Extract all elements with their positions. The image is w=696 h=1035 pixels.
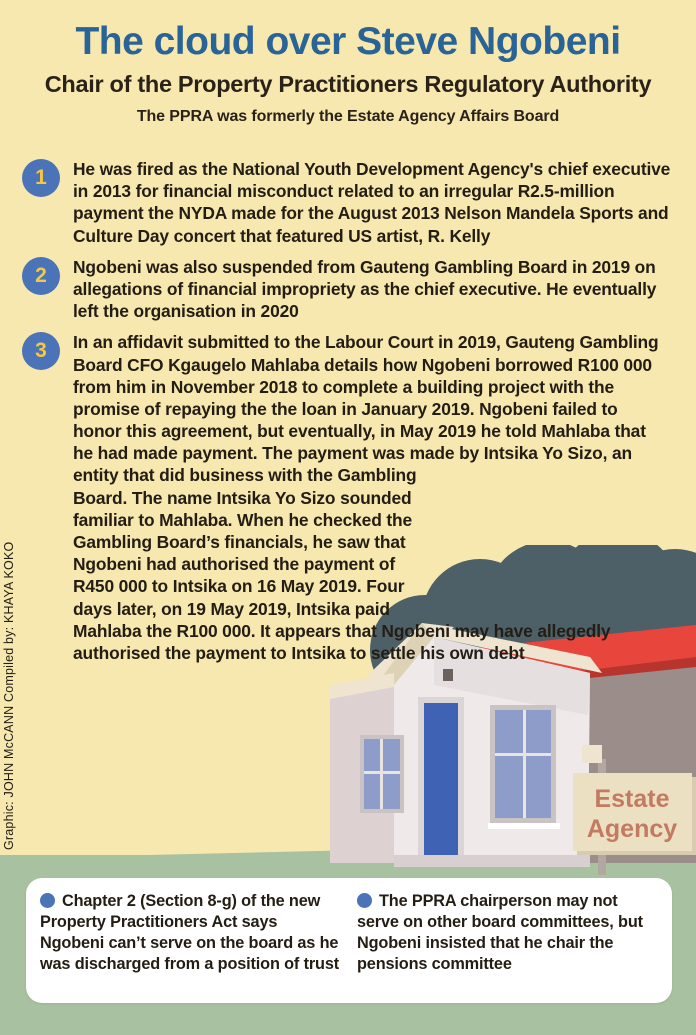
right-window (488, 705, 560, 829)
graphic-credit: Graphic: JOHN McCANN Compiled by: KHAYA KOKO (2, 541, 16, 850)
footer-right-text: The PPRA chairperson may not serve on other board committees, but Ngobeni insisted that he chair the pensions committee (357, 892, 643, 974)
page-note: The PPRA was formerly the Estate Agency Affairs Board (136, 107, 560, 125)
footer-left-text: Chapter 2 (Section 8-g) of the new Property Practitioners Act says Ngobeni can’t serve on the board as he was discharged from a position of trust (40, 892, 340, 974)
bullet-dot-icon (40, 893, 55, 908)
point-text-1: He was fired as the National Youth Development Agency's chief executive in 2013 for financial misconduct related to an irregular R2.5-million payment the NYDA made for the August 2013 Nelson Mandela Sports and Culture Day concert that featured US artist, R. Kelly (73, 159, 671, 246)
front-door (418, 697, 464, 863)
point-text-3 (73, 331, 663, 664)
sign-text-line2: Agency (586, 815, 678, 843)
footer-card (26, 878, 672, 1003)
page-subtitle: Chair of the Property Practitioners Regulatory Authority (44, 70, 652, 97)
points-list (22, 158, 682, 673)
bullet-dot-icon (357, 893, 372, 908)
list-item (22, 158, 682, 247)
front-step (394, 855, 590, 867)
footer-bullet-left (40, 891, 351, 993)
page-title: The cloud over Steve Ngobeni (75, 20, 621, 63)
list-item (22, 331, 682, 664)
list-item (22, 256, 682, 323)
point-text-2: Ngobeni was also suspended from Gauteng Gambling Board in 2019 on allegations of financial impropriety as the chief executive. He eventually left the organisation in 2020 (73, 256, 657, 322)
point-text-3-body: In an affidavit submitted to the Labour Court in 2019, Gauteng Gambling Board CFO Kgaugelo Mahlaba details how Ngobeni borrowed R100 000 from him in November 2018 to complete a building project with the promise of repaying the the loan in January 2019. Ngobeni failed to honor this agreement, but eventually, in May 2019 he told Mahlaba that he had made payment. The payment was made by Intsika Yo Sizo, an entity that did business with the Gambling Board. The name Intsika Yo Sizo sounded familiar to Mahlaba. When he checked the Gambling Board’s financials, he saw that Ngobeni had authorised the payment of R450 000 to Intsika on 16 May 2019. Four days later, on 19 May 2019, Intsika paid Mahlaba the R100 000. It appears that Ngobeni may have allegedly authorised the payment to Intsika to settle his own debt (73, 332, 659, 663)
point-badge-1: 1 (22, 159, 60, 197)
point-badge-3: 3 (22, 332, 60, 370)
sign-text-line1: Estate (594, 785, 670, 813)
headline-block (0, 22, 696, 126)
point-badge-2: 2 (22, 257, 60, 295)
footer-bullet-right (351, 891, 658, 993)
left-window (360, 735, 404, 813)
